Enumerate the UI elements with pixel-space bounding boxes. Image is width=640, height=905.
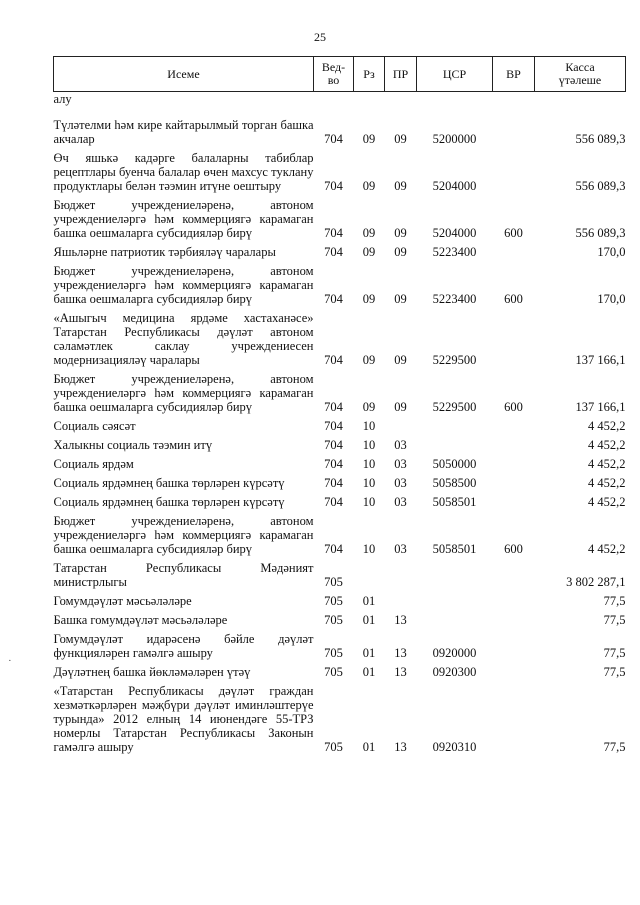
table-row	[54, 474, 626, 493]
cell-sum: 77,5	[603, 646, 626, 660]
header-rz: Рз	[354, 57, 385, 92]
cell-name: Бюджет учреждениеләренә, автоном учреждениеләргә һәм коммерциягә карамаган башка оешмаларга субсидияләр бирү	[53, 372, 314, 414]
cell-csr: 0920310	[432, 740, 477, 754]
cell-sum: 77,5	[603, 740, 626, 754]
cell-name: «Татарстан Республикасы дәүләт граждан хезмәткәрләрен мәҗбүри дәүләт иминләштерүе турында» 2012 елның 14 июнендәге 55-ТРЗ номерлы Татарстан Республикасы Законын гамәлгә ашыру	[53, 684, 314, 754]
cell-ved: 705	[324, 575, 343, 589]
cell-csr: 5058500	[432, 476, 477, 490]
cell-sum: 4 452,2	[588, 495, 626, 509]
continuation-row	[54, 92, 626, 117]
cell-vr	[493, 630, 535, 663]
header-name: Исеме	[54, 57, 314, 92]
cell-vr	[493, 417, 535, 436]
header-ved	[314, 57, 354, 92]
table-row	[54, 243, 626, 262]
cell-name: Халыкны социаль тәэмин итү	[53, 438, 213, 452]
header-ved-label: Вед- во	[321, 60, 346, 87]
table-row	[54, 512, 626, 559]
cell-sum: 137 166,1	[575, 400, 626, 414]
cell-pr	[385, 417, 417, 436]
cell-rz: 09	[362, 292, 376, 306]
cell-csr: 5223400	[432, 292, 477, 306]
cell-csr	[417, 559, 493, 592]
header-vr: ВР	[493, 57, 535, 92]
margin-mark: ·	[8, 655, 12, 667]
cell-rz: 09	[362, 353, 376, 367]
cell-name: Бюджет учреждениеләренә, автоном учреждениеләргә һәм коммерциягә карамаган башка оешмаларга субсидияләр бирү	[53, 198, 314, 240]
cell-sum: 170,0	[597, 245, 626, 259]
header-pr: ПР	[385, 57, 417, 92]
cell-csr: 5204000	[432, 179, 477, 193]
header-sum-label: Касса үтәлеше	[558, 60, 602, 87]
cell-sum: 77,5	[603, 594, 626, 608]
cell-vr	[493, 682, 535, 757]
table-row	[54, 436, 626, 455]
cell-sum: 4 452,2	[588, 419, 626, 433]
table-row	[54, 592, 626, 611]
cell-rz: 10	[362, 542, 376, 556]
cell-vr	[493, 243, 535, 262]
cell-name: Гомумдәүләт идарәсенә бәйле дәүләт функцияләрен гамәлгә ашыру	[53, 632, 314, 660]
cell-vr: 600	[504, 226, 523, 240]
table-row	[54, 630, 626, 663]
cell-rz: 09	[362, 132, 376, 146]
cell-rz: 10	[362, 476, 376, 490]
cell-name: «Ашыгыч медицина ярдәме хастаханәсе» Татарстан Республикасы дәүләт автоном сәламәтлек саклау учреждениесен модернизацияләү чаралары	[53, 311, 314, 367]
cell-csr	[417, 592, 493, 611]
cell-ved: 704	[324, 542, 343, 556]
header-sum	[535, 57, 626, 92]
cell-name: Социаль ярдәмнең башка төрләрен күрсәтү	[53, 495, 285, 509]
cell-csr	[417, 417, 493, 436]
cell-ved: 704	[324, 476, 343, 490]
cell-name: Яшьләрне патриотик тәрбияләү чаралары	[53, 245, 276, 259]
cell-rz: 09	[362, 226, 376, 240]
cell-vr	[493, 592, 535, 611]
cell-ved: 704	[324, 457, 343, 471]
cell-name: Татарстан Республикасы Мәдәният министрлыгы	[53, 561, 314, 589]
cell-ved: 704	[324, 226, 343, 240]
page-number: 25	[314, 30, 326, 44]
cell-vr: 600	[504, 400, 523, 414]
table-row	[54, 262, 626, 309]
cell-name: Бюджет учреждениеләренә, автоном учреждениеләргә һәм коммерциягә карамаган башка оешмаларга субсидияләр бирү	[53, 264, 314, 306]
cell-pr: 03	[394, 476, 407, 490]
cell-pr: 09	[394, 400, 407, 414]
table-row	[54, 196, 626, 243]
cell-name: Түләтелми һәм кире кайтарылмый торган башка акчалар	[53, 118, 314, 146]
continuation-text: алу	[53, 92, 72, 106]
cell-sum: 556 089,3	[575, 226, 626, 240]
cell-sum: 77,5	[603, 665, 626, 679]
cell-vr	[493, 559, 535, 592]
cell-rz: 01	[362, 665, 376, 679]
cell-sum: 4 452,2	[588, 542, 626, 556]
cell-rz: 01	[362, 594, 376, 608]
cell-vr	[493, 309, 535, 370]
cell-pr: 13	[394, 665, 407, 679]
cell-vr	[493, 611, 535, 630]
cell-pr	[385, 559, 417, 592]
cell-rz: 10	[362, 457, 376, 471]
cell-vr	[493, 663, 535, 682]
cell-sum: 3 802 287,1	[566, 575, 626, 589]
cell-sum: 556 089,3	[575, 132, 626, 146]
cell-ved: 705	[324, 665, 343, 679]
cell-sum: 4 452,2	[588, 457, 626, 471]
cell-pr: 09	[394, 245, 407, 259]
cell-pr: 03	[394, 457, 407, 471]
table-row	[54, 611, 626, 630]
cell-csr: 5229500	[432, 353, 477, 367]
cell-ved: 704	[324, 292, 343, 306]
cell-pr	[385, 592, 417, 611]
cell-pr: 13	[394, 613, 407, 627]
cell-csr: 5050000	[432, 457, 477, 471]
cell-ved: 704	[324, 353, 343, 367]
cell-pr: 09	[394, 226, 407, 240]
cell-ved: 705	[324, 740, 343, 754]
table-row	[54, 455, 626, 474]
cell-vr	[493, 493, 535, 512]
budget-table	[53, 56, 626, 757]
cell-vr	[493, 149, 535, 196]
cell-vr	[493, 116, 535, 149]
cell-name: Социаль ярдәм	[53, 457, 134, 471]
cell-sum: 170,0	[597, 292, 626, 306]
cell-sum: 4 452,2	[588, 476, 626, 490]
cell-vr: 600	[504, 542, 523, 556]
table-row	[54, 682, 626, 757]
cell-csr	[417, 611, 493, 630]
cell-ved: 704	[324, 400, 343, 414]
cell-vr	[493, 455, 535, 474]
cell-pr: 03	[394, 542, 407, 556]
cell-ved: 705	[324, 594, 343, 608]
cell-ved: 704	[324, 495, 343, 509]
cell-csr: 5204000	[432, 226, 477, 240]
cell-rz: 10	[362, 495, 376, 509]
table-row	[54, 370, 626, 417]
cell-rz	[354, 559, 385, 592]
table-row	[54, 417, 626, 436]
cell-ved: 705	[324, 646, 343, 660]
cell-sum: 4 452,2	[588, 438, 626, 452]
cell-rz: 09	[362, 245, 376, 259]
cell-pr: 09	[394, 132, 407, 146]
cell-name: Гомумдәүләт мәсьәләләре	[53, 594, 192, 608]
cell-rz: 09	[362, 400, 376, 414]
cell-rz: 01	[362, 613, 376, 627]
cell-ved: 704	[324, 132, 343, 146]
cell-ved: 704	[324, 179, 343, 193]
cell-pr: 13	[394, 740, 407, 754]
cell-csr: 5229500	[432, 400, 477, 414]
table-row	[54, 149, 626, 196]
cell-csr	[417, 436, 493, 455]
cell-sum: 77,5	[603, 613, 626, 627]
cell-rz: 01	[362, 646, 376, 660]
cell-ved: 705	[324, 613, 343, 627]
table-row	[54, 309, 626, 370]
cell-csr: 5058501	[432, 542, 477, 556]
cell-ved: 704	[324, 438, 343, 452]
cell-name: Социаль сәясәт	[53, 419, 136, 433]
cell-name: Дәүләтнең башка йөкләмәләрен үтәү	[53, 665, 251, 679]
cell-vr: 600	[504, 292, 523, 306]
cell-csr: 5223400	[432, 245, 477, 259]
cell-pr: 13	[394, 646, 407, 660]
cell-ved: 704	[324, 419, 343, 433]
cell-name: Башка гомумдәүләт мәсьәләләре	[53, 613, 228, 627]
table-row	[54, 559, 626, 592]
cell-name: Бюджет учреждениеләренә, автоном учреждениеләргә һәм коммерциягә карамаган башка оешмаларга субсидияләр бирү	[53, 514, 314, 556]
cell-csr: 5200000	[432, 132, 477, 146]
cell-sum: 556 089,3	[575, 179, 626, 193]
cell-vr	[493, 474, 535, 493]
cell-csr: 0920300	[432, 665, 477, 679]
table-row	[54, 663, 626, 682]
header-csr: ЦСР	[417, 57, 493, 92]
cell-pr: 03	[394, 438, 407, 452]
cell-name: Социаль ярдәмнең башка төрләрен күрсәтү	[53, 476, 285, 490]
cell-csr: 5058501	[432, 495, 477, 509]
table-row	[54, 116, 626, 149]
cell-csr: 0920000	[432, 646, 477, 660]
cell-name: Өч яшькә кадәрге балаларны табиблар рецептлары буенча балалар өчен махсус туклану продуктлары белән тәэмин итүне оештыру	[53, 151, 314, 193]
table-header-row	[54, 57, 626, 92]
cell-rz: 01	[362, 740, 376, 754]
cell-sum: 137 166,1	[575, 353, 626, 367]
table-row	[54, 493, 626, 512]
cell-pr: 09	[394, 353, 407, 367]
cell-rz: 10	[362, 419, 376, 433]
cell-vr	[493, 436, 535, 455]
cell-pr: 03	[394, 495, 407, 509]
cell-pr: 09	[394, 179, 407, 193]
cell-ved: 704	[324, 245, 343, 259]
cell-rz: 10	[362, 438, 376, 452]
cell-rz: 09	[362, 179, 376, 193]
cell-pr: 09	[394, 292, 407, 306]
